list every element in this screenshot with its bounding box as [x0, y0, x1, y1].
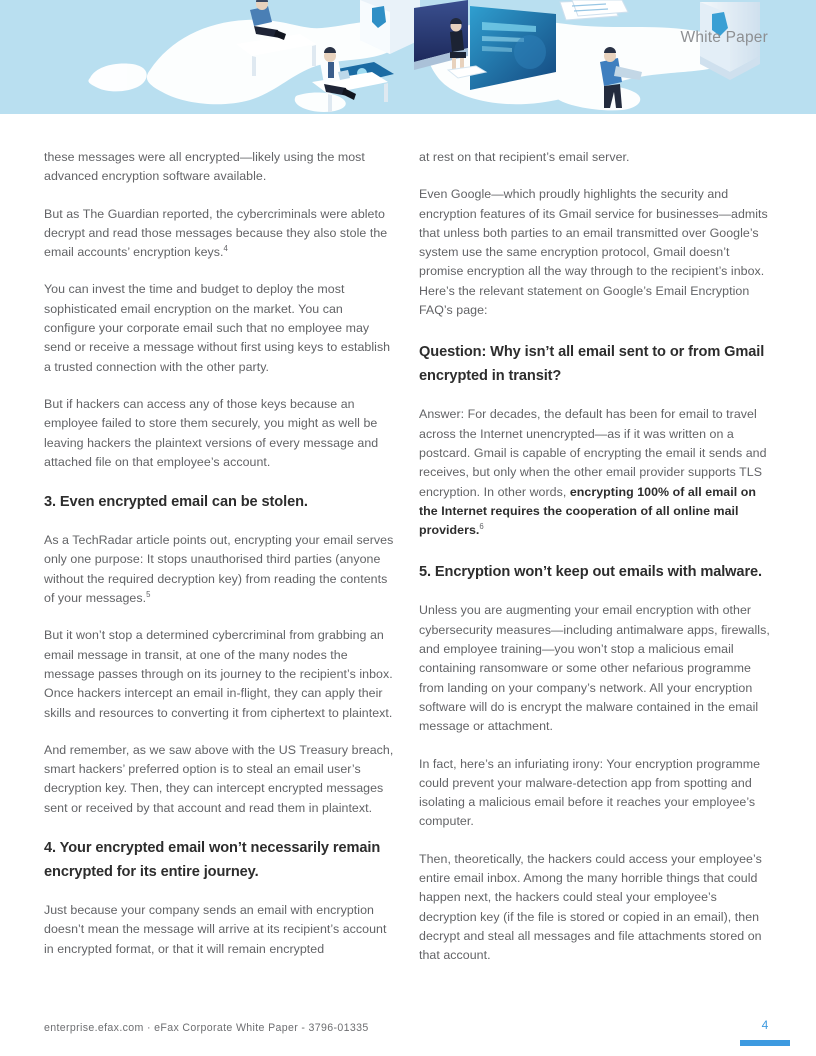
page-number: 4	[761, 1018, 769, 1032]
right-text-column	[419, 148, 772, 966]
section-heading-4: 4. Your encrypted email won’t necessarily remain encrypted for its entire journey.	[44, 840, 381, 881]
paragraph: Just because your company sends an email with encryption doesn’t mean the message will arrive at its recipient’s account in encrypted format, or that it will remain encrypted	[44, 903, 387, 956]
paragraph: You can invest the time and budget to deploy the most sophisticated email encryption on the market. You can configure your corporate email such that no employee may send or receive a message without first using keys to establish a trusted connection with the other party.	[44, 282, 391, 374]
paragraph: at rest on that recipient’s email server.	[419, 150, 630, 164]
footnote-marker: 4	[223, 244, 228, 254]
paragraph-emphasis: encrypting 100% of all email on the Internet requires the cooperation of all online mail providers.	[419, 484, 756, 538]
header-banner	[0, 0, 816, 114]
paragraph: And remember, as we saw above with the US Treasury breach, smart hackers’ preferred option is to steal an email user’s decryption key. Then, they can intercept encrypted messages sent or received by that account and read them in plaintext.	[44, 742, 394, 815]
header-illustration	[0, 0, 816, 114]
paragraph-text: Answer: For decades, the default has been for email to travel across the Internet unencrypted—as if it was written on a postcard. Gmail is capable of encrypting the email it sends and receives, but only when the other email provider supports TLS encryption. In other words,	[419, 407, 767, 499]
paragraph: But it won’t stop a determined cybercriminal from grabbing an email message in transit, at one of the many nodes the message passes through on its journey to the recipient’s inbox. Once hackers intercept an email in-flight, they can apply their skills and resources to converting it from ciphertext to plaintext.	[44, 628, 393, 720]
paragraph-text: As a TechRadar article points out, encrypting your email serves only one purpose: It stops unauthorised third parties (anyone without the required decryption key) from reading the contents of your messages.	[44, 533, 394, 606]
paragraph: But if hackers can access any of those keys because an employee failed to store them securely, you might as well be leaving hackers the plaintext versions of every message and attached file on that employee’s account.	[44, 396, 379, 469]
page-number-rule	[740, 1040, 790, 1046]
paragraph: Unless you are augmenting your email encryption with other cybersecurity measures—including antimalware apps, firewalls, and employee training—you won’t stop a malicious email containing ransomware or some other nefarious programme from landing on your company’s network. All your encryption software will do is encrypt the malware contained in the email message or attachment.	[419, 603, 770, 734]
paragraph: these messages were all encrypted—likely using the most advanced encryption software available.	[44, 150, 365, 184]
footnote-marker: 6	[479, 522, 484, 532]
page-footer	[0, 1005, 816, 1056]
paragraph: Then, theoretically, the hackers could access your employee’s entire email inbox. Among the many horrible things that could happen next, the hackers could steal your employee’s decryption key (if the file is stored or copied in an email), then decrypt and steal all messages and file attachments stored on that account.	[419, 851, 762, 963]
paragraph: Even Google—which proudly highlights the security and encryption features of its Gmail service for businesses—admits that unless both parties to an email transmitted over Google’s system use the same encryption protocol, Gmail doesn’t promise encryption all the way through to the recipient’s inbox. Here’s the relevant statement on Google’s Email Encryption FAQ’s page:	[419, 187, 768, 318]
page-content	[0, 114, 816, 994]
footer-attribution: enterprise.efax.com · eFax Corporate White Paper - 3796-01335	[44, 1022, 369, 1034]
document-type-label: White Paper	[680, 29, 768, 46]
paragraph	[44, 531, 397, 608]
paragraph	[419, 405, 772, 540]
footnote-marker: 5	[146, 589, 151, 599]
left-text-column	[44, 148, 397, 959]
gmail-faq-question-heading: Question: Why isn’t all email sent to or from Gmail encrypted in transit?	[419, 344, 765, 385]
paragraph: In fact, here’s an infuriating irony: Your encryption programme could prevent your malware-detection app from spotting and isolating a malicious email before it reaches your employee’s computer.	[419, 756, 761, 829]
paragraph-text: But as The Guardian reported, the cybercriminals were ableto decrypt and read those messages because they also stole the email accounts’ encryption keys.	[44, 206, 388, 260]
paragraph	[44, 205, 397, 263]
section-heading-3: 3. Even encrypted email can be stolen.	[44, 494, 308, 511]
section-heading-5: 5. Encryption won’t keep out emails with malware.	[419, 564, 762, 581]
